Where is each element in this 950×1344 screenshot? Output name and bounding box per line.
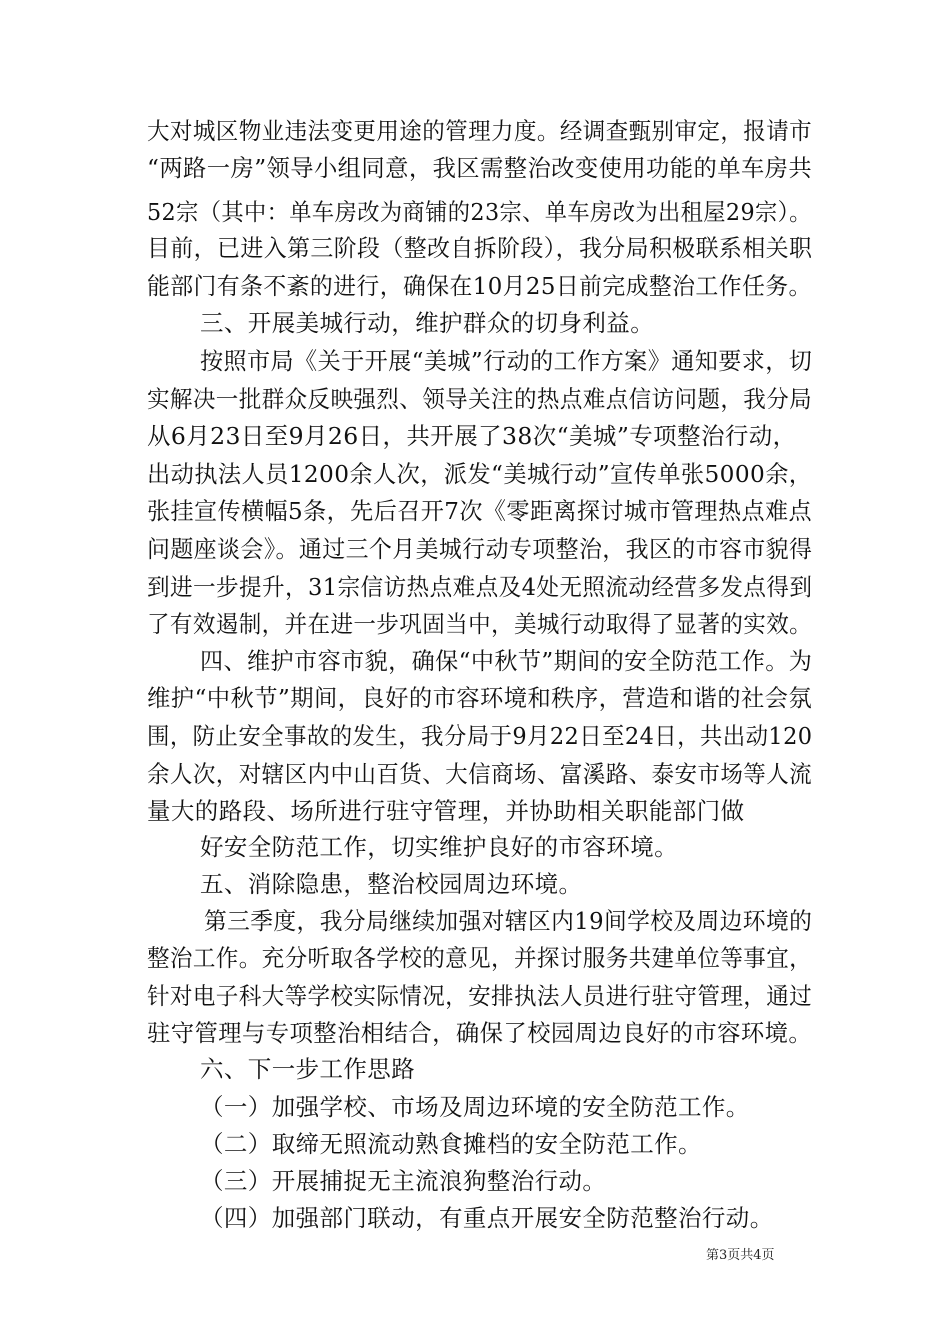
section-heading-5: 五、消除隐患，整治校园周边环境。 [200, 870, 583, 898]
text-line: 按照市局《关于开展“美城”行动的工作方案》通知要求，切 [200, 347, 813, 375]
text-line: “两路一房”领导小组同意，我区需整治改变使用功能的单车房共 [147, 154, 813, 182]
section-heading-3: 三、开展美城行动，维护群众的切身利益。 [200, 309, 655, 337]
text-line: 从6月23日至9月26日，共开展了38次“美城”专项整治行动， [147, 422, 797, 450]
list-item: （四）加强部门联动，有重点开展安全防范整治行动。 [200, 1204, 774, 1232]
text-line: 问题座谈会》。通过三个月美城行动专项整治，我区的市容市貌得 [147, 535, 813, 563]
text-line: 出动执法人员1200余人次，派发“美城行动”宣传单张5000余， [147, 460, 813, 488]
text-line: 好安全防范工作，切实维护良好的市容环境。 [200, 833, 678, 861]
text-line: 张挂宣传横幅5条，先后召开7次《零距离探讨城市管理热点难点 [147, 497, 812, 525]
section-heading-4: 四、维护市容市貌，确保“中秋节”期间的安全防范工作。为 [200, 647, 813, 675]
text-line: 维护“中秋节”期间，良好的市容环境和秩序，营造和谐的社会氛 [147, 684, 813, 712]
text-line: 了有效遏制，并在进一步巩固当中，美城行动取得了显著的实效。 [147, 610, 813, 638]
text-line: 针对电子科大等学校实际情况，安排执法人员进行驻守管理，通过 [147, 982, 813, 1010]
text-line: 目前，已进入第三阶段（整改自拆阶段），我分局积极联系相关职 [147, 234, 813, 262]
text-line: 实解决一批群众反映强烈、领导关注的热点难点信访问题，我分局 [147, 385, 813, 413]
text-line: 第三季度，我分局继续加强对辖区内19间学校及周边环境的 [204, 907, 813, 935]
text-line: 能部门有条不紊的进行，确保在10月25日前完成整治工作任务。 [147, 272, 812, 300]
list-item: （二）取缔无照流动熟食摊档的安全防范工作。 [200, 1130, 702, 1158]
text-line: 量大的路段、场所进行驻守管理，并协助相关职能部门做 [147, 797, 745, 825]
page-number: 第3页共4页 [706, 1248, 775, 1263]
text-line: 驻守管理与专项整治相结合，确保了校园周边良好的市容环境。 [147, 1019, 813, 1047]
text-line: 大对城区物业违法变更用途的管理力度。经调查甄别审定，报请市 [147, 117, 813, 145]
section-heading-6: 六、下一步工作思路 [200, 1055, 416, 1083]
text-line: 围，防止安全事故的发生，我分局于9月22日至24日，共出动120 [147, 722, 813, 750]
list-item: （三）开展捕捉无主流浪狗整治行动。 [200, 1167, 607, 1195]
text-line: 余人次，对辖区内中山百货、大信商场、富溪路、泰安市场等人流 [147, 760, 813, 788]
list-item: （一）加强学校、市场及周边环境的安全防范工作。 [200, 1093, 750, 1121]
text-line: 整治工作。充分听取各学校的意见，并探讨服务共建单位等事宜， [147, 944, 813, 972]
text-line: 到进一步提升，31宗信访热点难点及4处无照流动经营多发点得到 [147, 573, 813, 601]
text-line: 52宗（其中：单车房改为商铺的23宗、单车房改为出租屋29宗）。 [147, 198, 812, 226]
